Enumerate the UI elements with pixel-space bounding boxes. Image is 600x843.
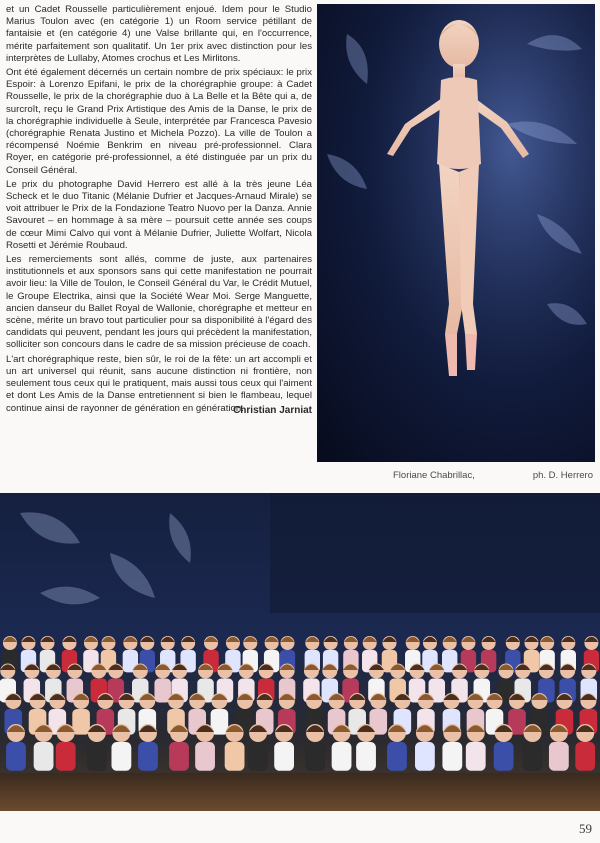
paragraph-3: Le prix du photographe David Herrero est allé à la très jeune Léa Scheck et le duo Titanic (Mélanie Dufrier et Jacques-Arnaud Mirale) se voit attribuer le Prix de la Fondazione Teatro Nuovo per la Danza. Annie Savouret – en hommage à sa mère – poursuit cette année ses coups de cœur Mimi Calvo qui vont à Mélanie Dufrier, Juliette Wolfart, Nicola Rosetti et Jérémie Roubaud. [6, 178, 312, 251]
caption-name: Floriane Chabrillac, [393, 470, 475, 481]
paragraph-5: L'art chorégraphique reste, bien sûr, le roi de la fête: un art accompli et un art universel qui réunit, sans aucune distinction ni frontière, non seulement tous ceux qui le pratiquent, mais aussi tous ceux qui l'aiment et dont Les Amis de la Danse entretiennent si bien le flambeau, lequel continue ainsi de rayonner de génération en génération. [6, 353, 312, 414]
author-name: Christian Jarniat [233, 404, 312, 416]
group-photo [0, 493, 600, 811]
article-text [6, 4, 312, 417]
group-illustration [0, 493, 600, 811]
paragraph-2: Ont été également décernés un certain nombre de prix spéciaux: le prix Espoir: à Lorenzo Epifani, le prix de la chorégraphie groupe: à Cadet Rousselle, le prix de la chorégraphie duo à La Belle et la Bête qui a, de surcroît, reçu le Grand Prix Artistique des Amis de la Danse, le prix de la chorégraphie individuelle à Seule, interprétée par Francesca Pavesio (chorégraphie Renata Justino et Michela Pozzo). La ville de Toulon a récompensé Noémie Benkrim en niveau pré-professionnel. Clara Royer, en catégorie pré-professionnel, a été distinguée par un prix du Conseil Général. [6, 67, 312, 176]
paragraph-1: et un Cadet Rousselle particulièrement enjoué. Idem pour le Studio Marius Toulon avec (en catégorie 1) un Room service pétillant de fantaisie et (en catégorie 4) une Valse brillante qui, en l'occurrence, mérite parfaitement son qualitatif. Un 1er prix avec distinction pour les interprètes de Lullaby, Atomes crochus et Les Mirlitons. [6, 4, 312, 64]
paragraph-4: Les remerciements sont allés, comme de juste, aux partenaires institutionnels et aux sponsors sans qui cette manifestation ne pourrait avoir lieu: la Ville de Toulon, le Conseil Général du Var, le Crédit Mutuel, le Groupe Electrika, ainsi que la Société Wear Moi. Serge Manguette, ancien danseur du Ballet Royal de Wallonie, chorégraphe et metteur en scène, mérite un bravo tout particulier pour sa disponibilité à l'égard des candidats qui peuvent, pendant les jours qui précèdent la manifestation, solliciter son concours dans le cadre de sa mission précieuse de coach. [6, 254, 312, 351]
dancer-illustration [317, 4, 595, 462]
dancer-photo [317, 4, 595, 462]
page-number: 59 [579, 821, 592, 836]
caption-credit: ph. D. Herrero [532, 470, 593, 481]
